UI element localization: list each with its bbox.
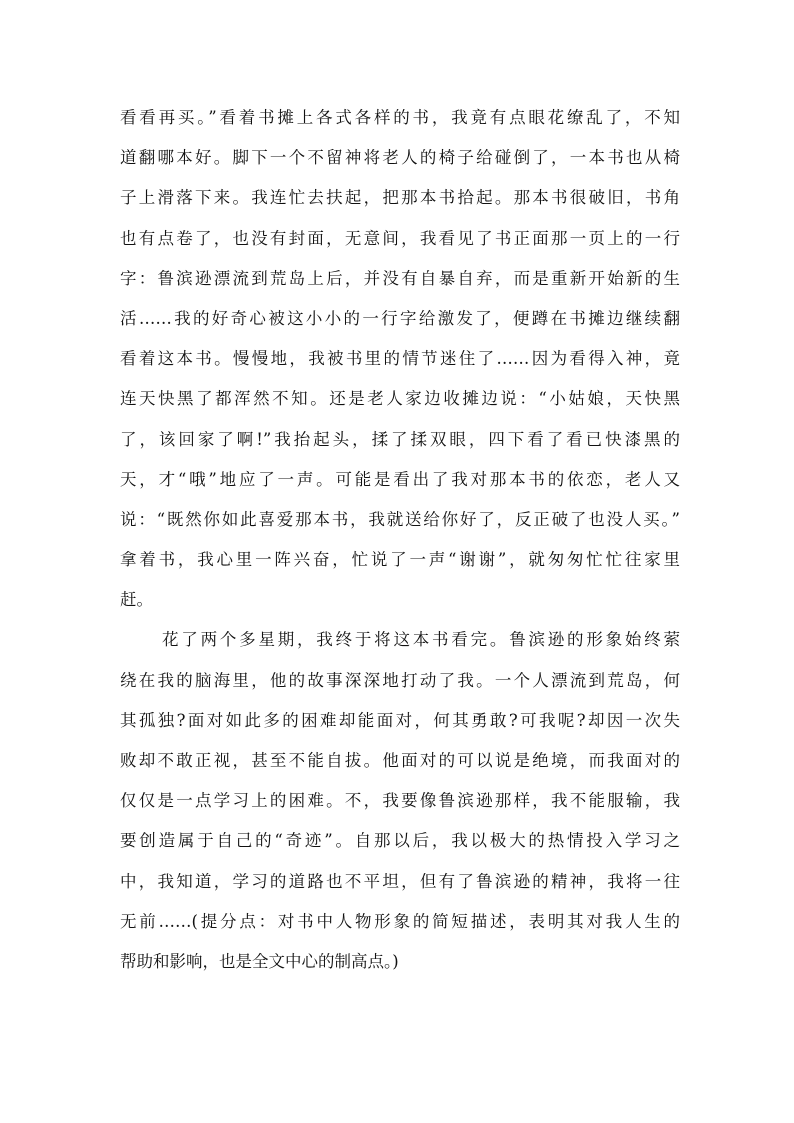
text-line: 无前……(提分点：对书中人物形象的简短描述，表明其对我人生的 <box>120 911 680 931</box>
text-line: 绕在我的脑海里，他的故事深深地打动了我。一个人漂流到荒岛，何 <box>120 670 680 690</box>
text-line: 看看再买。”看着书摊上各式各样的书，我竟有点眼花缭乱了，不知 <box>120 108 680 127</box>
text-line: 连天快黑了都浑然不知。还是老人家边收摊边说：“小姑娘，天快黑 <box>120 389 680 409</box>
text-line: 了，该回家了啊!”我抬起头，揉了揉双眼，四下看了看已快漆黑的 <box>120 429 680 449</box>
text-line: 中，我知道，学习的道路也不平坦，但有了鲁滨逊的精神，我将一往 <box>120 871 680 891</box>
text-line: 要创造属于自己的“奇迹”。自那以后，我以极大的热情投入学习之 <box>120 831 680 851</box>
essay-body <box>120 98 680 982</box>
text-line: 仅仅是一点学习上的困难。不，我要像鲁滨逊那样，我不能服输，我 <box>120 791 680 811</box>
paragraph-first-line: 花了两个多星期，我终于将这本书看完。鲁滨逊的形象始终萦 <box>162 630 680 650</box>
text-line: 赶。 <box>120 590 153 610</box>
text-line: 字：鲁滨逊漂流到荒岛上后，并没有自暴自弃，而是重新开始新的生 <box>120 268 680 288</box>
text-line: 子上滑落下来。我连忙去扶起，把那本书拾起。那本书很破旧，书角 <box>120 188 680 208</box>
text-line: 败却不敢正视，甚至不能自拔。他面对的可以说是绝境，而我面对的 <box>120 751 680 770</box>
text-line: 说：“既然你如此喜爱那本书，我就送给你好了，反正破了也没人买。” <box>120 509 680 529</box>
text-line: 道翻哪本好。脚下一个不留神将老人的椅子给碰倒了，一本书也从椅 <box>120 148 680 168</box>
text-line: 活……我的好奇心被这小小的一行字给激发了，便蹲在书摊边继续翻 <box>120 308 680 328</box>
text-line: 拿着书，我心里一阵兴奋，忙说了一声“谢谢”，就匆匆忙忙往家里 <box>120 550 680 570</box>
text-line: 看着这本书。慢慢地，我被书里的情节迷住了……因为看得入神，竟 <box>120 349 680 369</box>
text-line: 其孤独?面对如此多的困难却能面对，何其勇敢?可我呢?却因一次失 <box>120 710 680 730</box>
text-line: 帮助和影响，也是全文中心的制高点。) <box>120 951 399 971</box>
text-line: 天，才“哦”地应了一声。可能是看出了我对那本书的依恋，老人又 <box>120 469 680 489</box>
text-line: 也有点卷了，也没有封面，无意间，我看见了书正面那一页上的一行 <box>120 228 680 248</box>
